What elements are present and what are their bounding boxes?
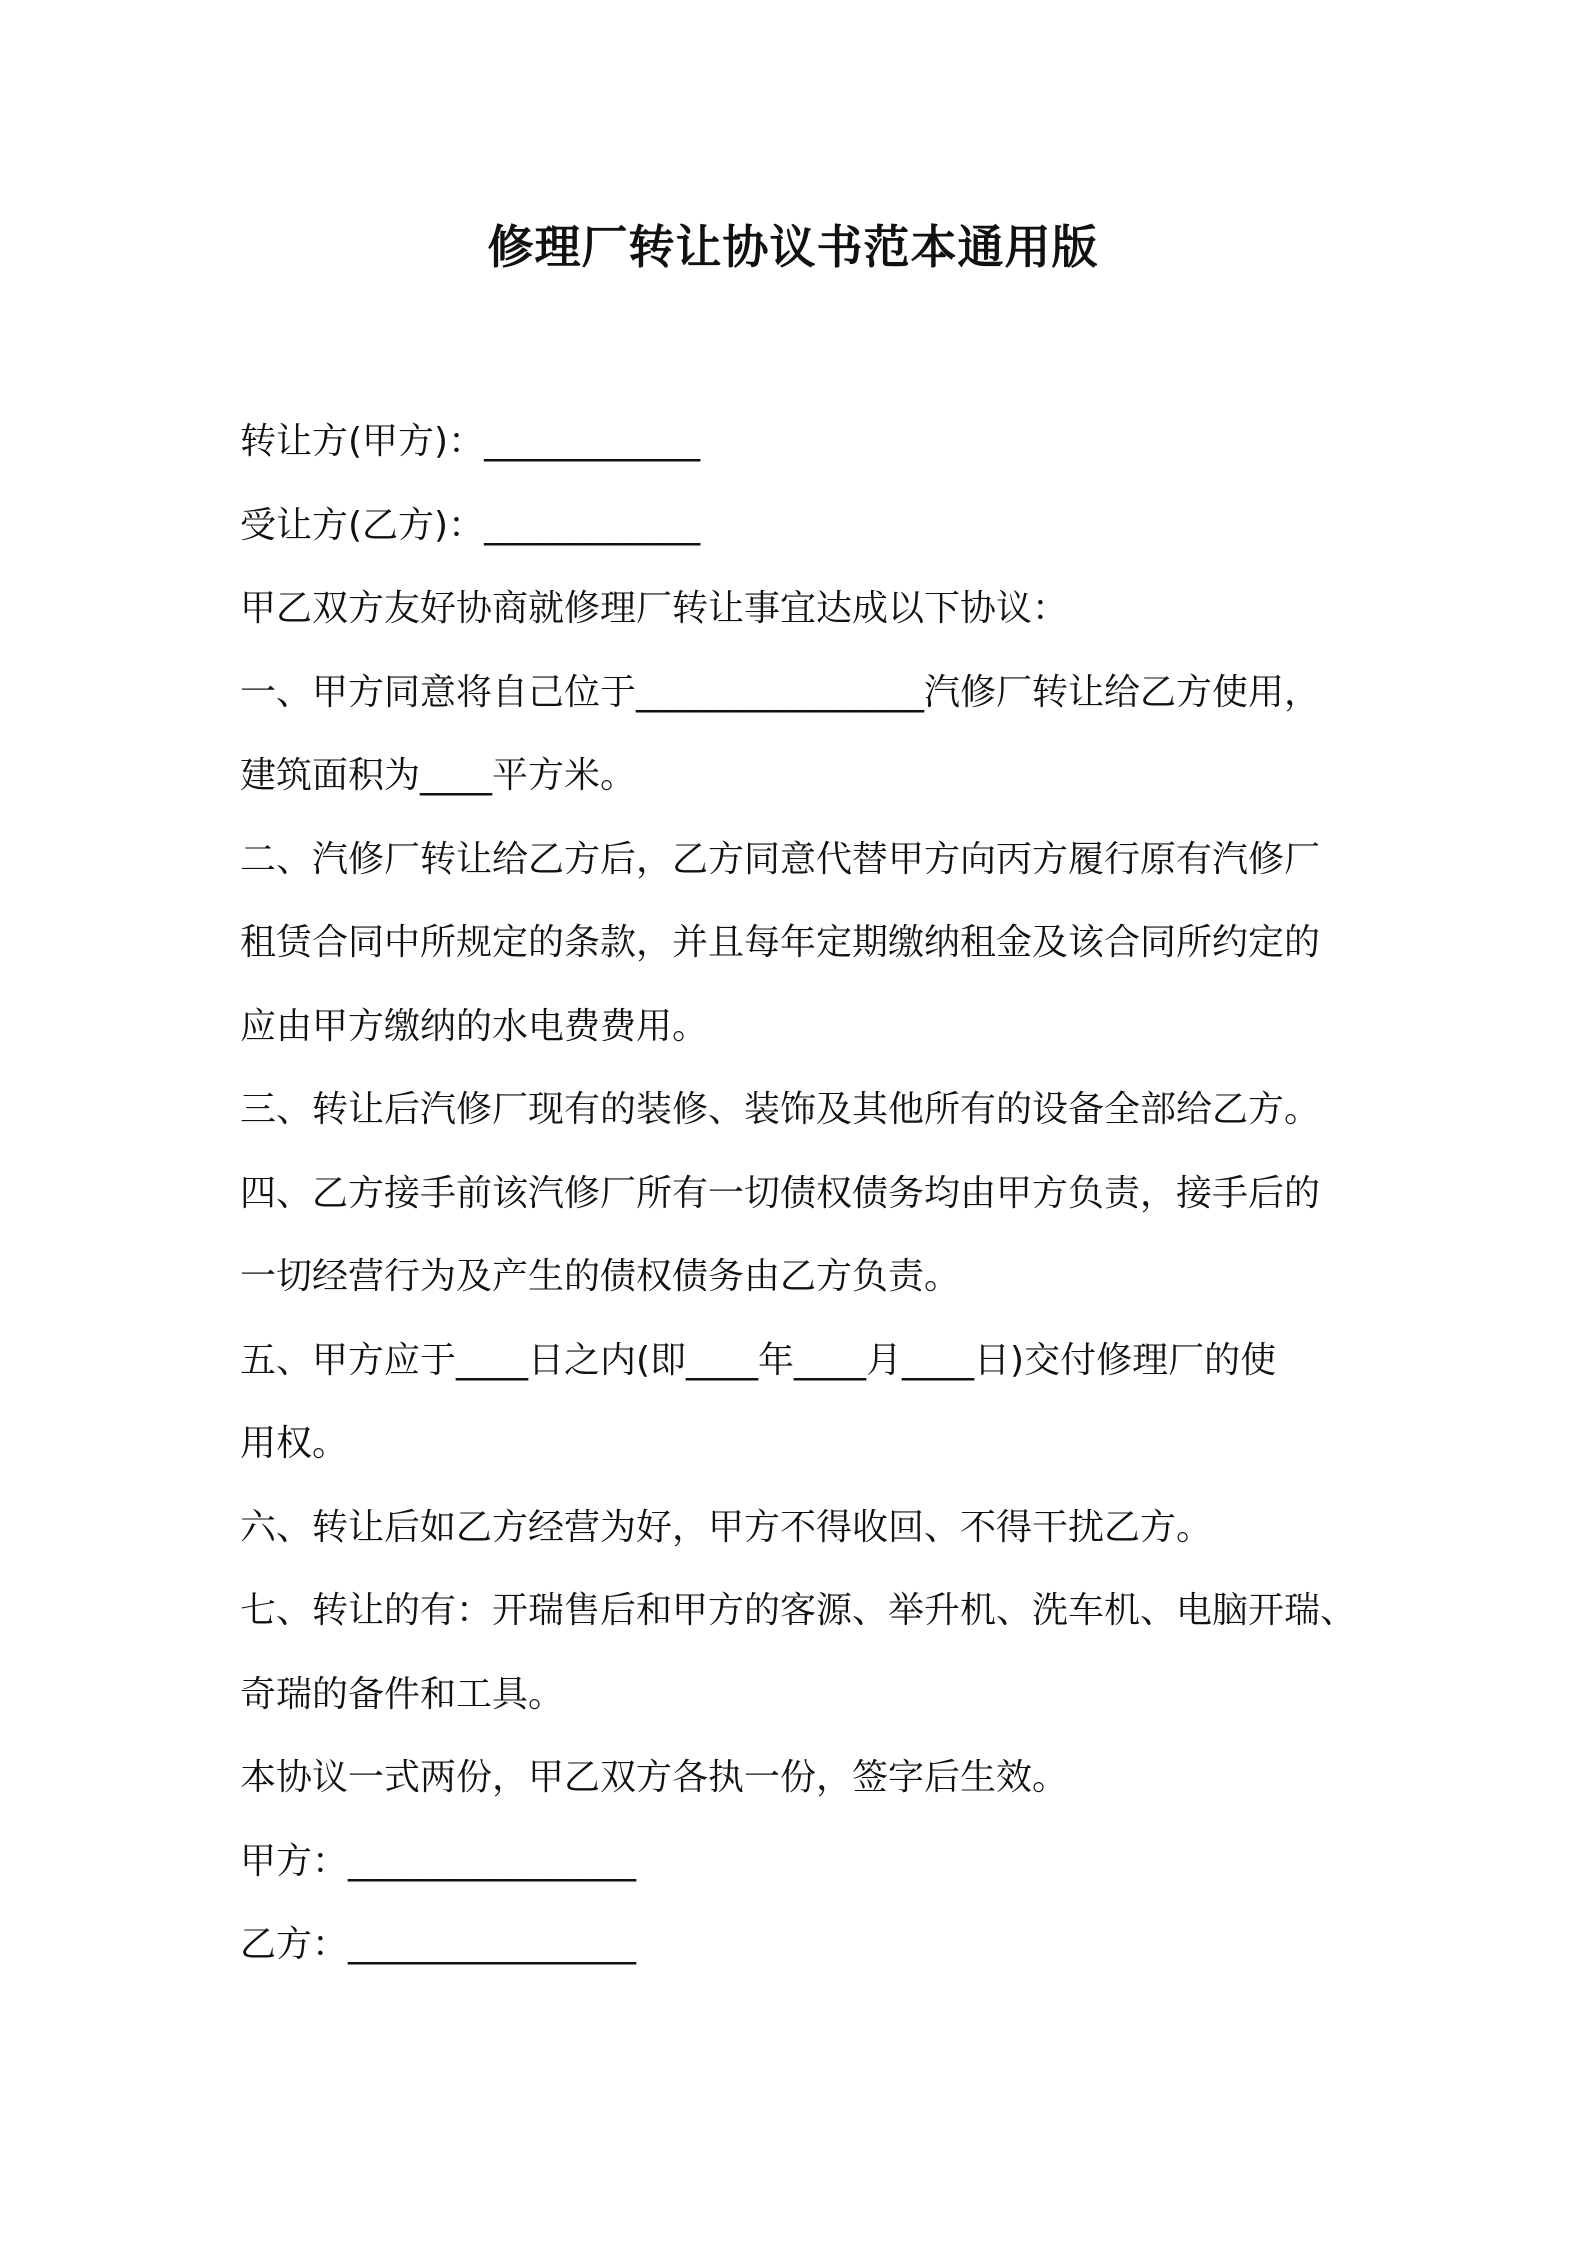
transferor-line: 转让方(甲方)：____________ [240, 421, 701, 462]
clause-1-line-1: 一、甲方同意将自己位于________________汽修厂转让给乙方使用， [240, 671, 1321, 713]
clause-6-line-1: 六、转让后如乙方经营为好，甲方不得收回、不得干扰乙方。 [240, 1506, 1213, 1548]
clause-2-line-3: 应由甲方缴纳的水电费费用。 [240, 1005, 709, 1047]
clause-5-line-1: 五、甲方应于____日之内(即____年____月____日)交付修理厂的使 [240, 1339, 1277, 1381]
agreement-intro: 甲乙双方友好协商就修理厂转让事宜达成以下协议： [240, 588, 1069, 629]
clause-2-line-1: 二、汽修厂转让给乙方后，乙方同意代替甲方向丙方履行原有汽修厂 [240, 838, 1321, 880]
clause-4-line-1: 四、乙方接手前该汽修厂所有一切债权债务均由甲方负责，接手后的 [240, 1172, 1321, 1214]
document-body [240, 400, 1370, 1987]
clause-1-line-2: 建筑面积为____平方米。 [240, 755, 637, 796]
party-b-signature-line: 乙方：________________ [240, 1924, 637, 1965]
clause-2-line-2: 租赁合同中所规定的条款，并且每年定期缴纳租金及该合同所约定的 [240, 922, 1321, 963]
clause-7-line-2: 奇瑞的备件和工具。 [240, 1673, 565, 1715]
document-title: 修理厂转让协议书范本通用版 [487, 220, 1099, 274]
clause-5-line-2: 用权。 [240, 1423, 349, 1464]
clause-7-line-1: 七、转让的有：开瑞售后和甲方的客源、举升机、洗车机、电脑开瑞、 [240, 1590, 1357, 1631]
transferee-line: 受让方(乙方)：____________ [240, 504, 701, 546]
clause-4-line-2: 一切经营行为及产生的债权债务由乙方负责。 [240, 1256, 961, 1297]
effectiveness-line: 本协议一式两份，甲乙双方各执一份，签字后生效。 [240, 1757, 1069, 1798]
party-a-signature-line: 甲方：________________ [240, 1840, 637, 1882]
clause-3-line-1: 三、转让后汽修厂现有的装修、装饰及其他所有的设备全部给乙方。 [240, 1089, 1321, 1130]
